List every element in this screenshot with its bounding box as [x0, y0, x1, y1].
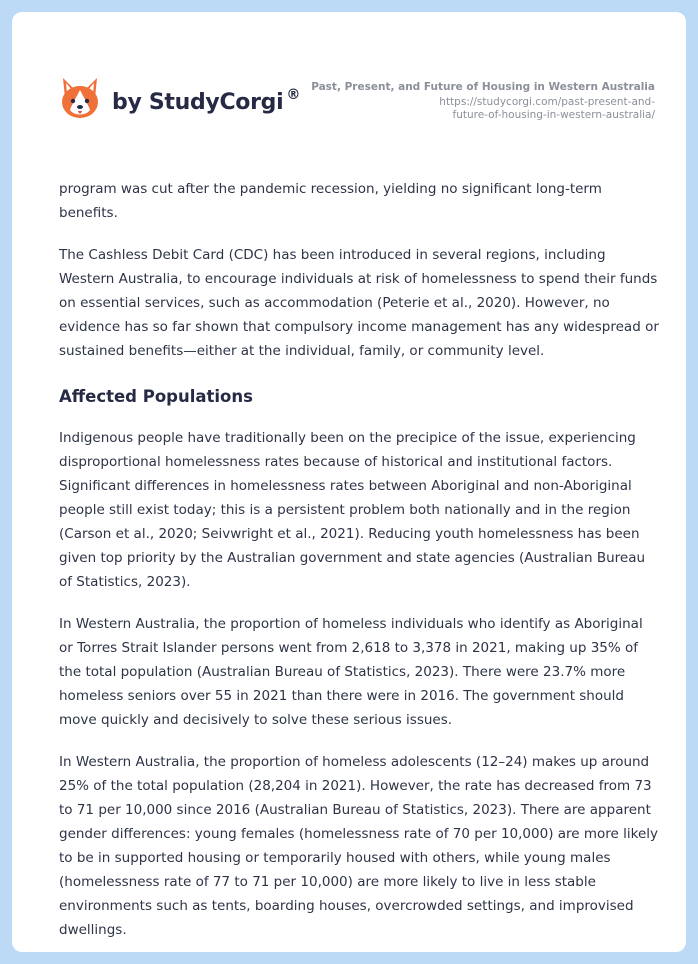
paragraph-3: Indigenous people have traditionally been on the precipice of the issue, experiencing disproportional homelessness rates because of historical and institutional factors. Significant differences in homelessness rates between Aboriginal and non-Aboriginal people still exist today; this is a persistent problem both nationally and in the region (Carson et al., 2020; Seivwright et al., 2021). Reducing youth homelessness has been given top priority by the Australian government and state agencies (Australian Bureau of Statistics, 2023).	[59, 430, 646, 590]
document-page	[12, 12, 686, 952]
paragraph-2: The Cashless Debit Card (CDC) has been introduced in several regions, including Western Australia, to encourage individuals at risk of homelessness to spend their funds on essential services, such as accommodation (Peterie et al., 2020). However, no evidence has so far shown that compulsory income management has any widespread or sustained benefits—either at the individual, family, or community level.	[59, 247, 659, 359]
paragraph-1: program was cut after the pandemic recession, yielding no significant long-term benefits.	[59, 181, 602, 221]
brand-name: by StudyCorgi ®	[112, 87, 301, 115]
paper-url[interactable]: https://studycorgi.com/past-present-and-future-of-housing-in-western-australia/	[439, 96, 655, 121]
article-body	[59, 177, 659, 952]
paper-meta	[295, 80, 655, 122]
studycorgi-logo[interactable]	[60, 76, 300, 120]
section-heading: Affected Populations	[59, 387, 253, 406]
registered-mark: ®	[286, 87, 301, 103]
corgi-icon	[60, 76, 100, 120]
paper-title: Past, Present, and Future of Housing in Western Australia	[311, 81, 655, 93]
paragraph-4: In Western Australia, the proportion of homeless individuals who identify as Aboriginal or Torres Strait Islander persons went from 2,618 to 3,378 in 2021, making up 35% of the total population (Australian Bureau of Statistics, 2023). There were 23.7% more homeless seniors over 55 in 2021 than there were in 2016. The government should move quickly and decisively to solve these serious issues.	[59, 616, 643, 728]
paragraph-5: In Western Australia, the proportion of homeless adolescents (12–24) makes up around 25% of the total population (28,204 in 2021). However, the rate has decreased from 73 to 71 per 10,000 since 2016 (Australian Bureau of Statistics, 2023). There are apparent gender differences: young females (homelessness rate of 70 per 10,000) are more likely to be in supported housing or temporarily housed with others, while young males (homelessness rate of 77 to 71 per 10,000) are more likely to live in less stable environments such as tents, boarding houses, overcrowded settings, and improvised dwellings.	[59, 754, 659, 938]
